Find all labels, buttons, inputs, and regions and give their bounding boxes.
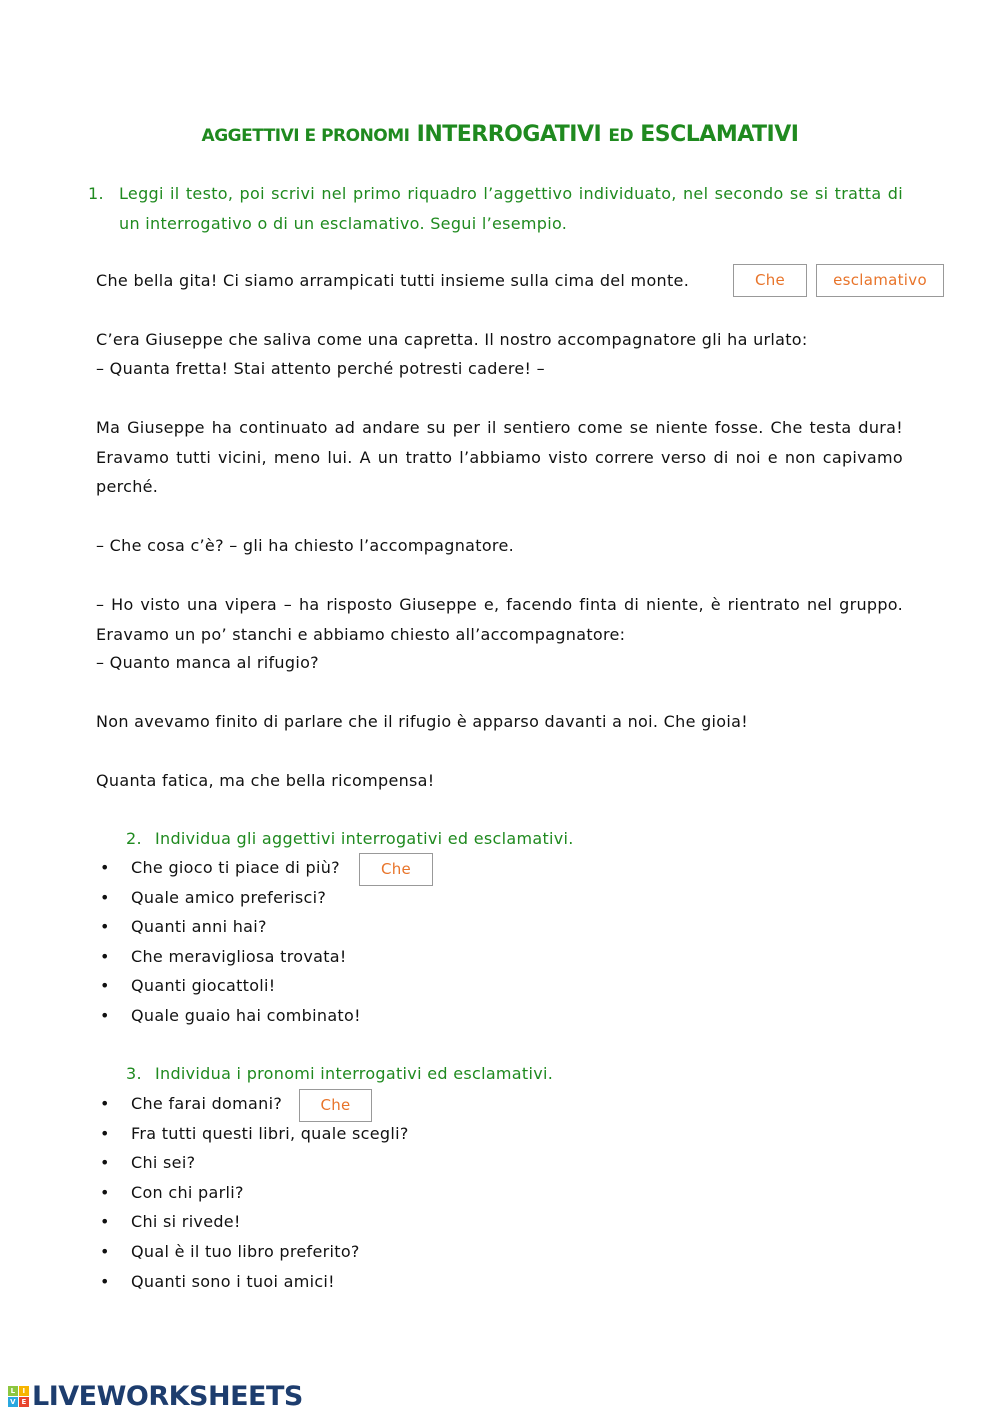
logo-block: E	[19, 1397, 29, 1407]
bullet-icon: •	[100, 1242, 110, 1261]
text-line: C’era Giuseppe che saliva come una capretta. Il nostro accompagnatore gli ha urlato:	[96, 330, 808, 349]
logo-block: L	[8, 1386, 18, 1396]
answer-box-adjective[interactable]: Che	[733, 264, 807, 297]
bullet-icon: •	[100, 1212, 110, 1232]
list-item: Con chi parli?	[131, 1182, 244, 1202]
bullet-icon: •	[100, 1006, 110, 1025]
bullet-icon: •	[100, 1182, 110, 1202]
logo-blocks-icon	[8, 1386, 29, 1407]
page-title	[0, 122, 1000, 147]
text-line: Quanta fatica, ma che bella ricompensa!	[96, 771, 435, 790]
title-part: INTERROGATIVI	[416, 122, 602, 147]
bullet-icon: •	[100, 946, 110, 966]
list-item: Quale amico preferisci?	[131, 887, 327, 907]
logo-text: LIVEWORKSHEETS	[32, 1381, 303, 1412]
list-item: Fra tutti questi libri, quale scegli?	[131, 1123, 409, 1143]
bullet-icon: •	[100, 887, 110, 907]
list-item: Quanti giocattoli!	[131, 976, 276, 996]
exercise3-answer-box[interactable]: Che	[299, 1089, 372, 1122]
list-item: Che farai domani?	[131, 1094, 283, 1113]
exercise2-answer-box[interactable]: Che	[359, 853, 433, 886]
list-item: Chi sei?	[131, 1153, 196, 1173]
list-item: Quanti anni hai?	[131, 917, 267, 937]
bullet-icon: •	[100, 1094, 110, 1113]
bullet-icon: •	[100, 1271, 110, 1291]
exercise1-number: 1.	[88, 184, 104, 203]
title-part: ED	[608, 126, 634, 146]
logo-block: I	[19, 1386, 29, 1396]
bullet-icon: •	[100, 976, 110, 996]
title-part: AGGETTIVI E PRONOMI	[201, 126, 410, 146]
exercise3-heading: Individua i pronomi interrogativi ed esclamativi.	[155, 1064, 554, 1083]
list-item: Chi si rivede!	[131, 1212, 241, 1232]
bullet-icon: •	[100, 917, 110, 937]
bullet-icon: •	[100, 858, 110, 877]
text-line: Che bella gita! Ci siamo arrampicati tutti insieme sulla cima del monte.	[96, 271, 690, 290]
text-line: – Che cosa c’è? – gli ha chiesto l’accompagnatore.	[96, 536, 514, 555]
text-line: – Quanta fretta! Stai attento perché potresti cadere! –	[96, 359, 545, 378]
paragraph: – Ho visto una vipera – ha risposto Giuseppe e, facendo finta di niente, è rientrato nel gruppo. Eravamo un po’ stanchi e abbiamo chiesto all’accompagnatore:	[96, 595, 903, 644]
bullet-icon: •	[100, 1123, 110, 1143]
answer-box-type[interactable]: esclamativo	[816, 264, 944, 297]
exercise2-heading: Individua gli aggettivi interrogativi ed esclamativi.	[155, 829, 574, 848]
text-line: – Quanto manca al rifugio?	[96, 653, 319, 672]
exercise2-number: 2.	[126, 829, 142, 848]
text-line: Non avevamo finito di parlare che il rifugio è apparso davanti a noi. Che gioia!	[96, 712, 748, 731]
title-part: ESCLAMATIVI	[640, 122, 799, 147]
list-item: Quale guaio hai combinato!	[131, 1006, 361, 1025]
list-item: Che meravigliosa trovata!	[131, 946, 347, 966]
liveworksheets-logo	[8, 1381, 303, 1412]
paragraph: Ma Giuseppe ha continuato ad andare su per il sentiero come se niente fosse. Che testa dura! Eravamo tutti vicini, meno lui. A un tratto l’abbiamo visto correre verso di noi e non capivamo perché.	[96, 418, 903, 496]
exercise3-number: 3.	[126, 1064, 142, 1083]
exercise1-instruction: Leggi il testo, poi scrivi nel primo riquadro l’aggettivo individuato, nel secondo se si tratta di un interrogativo o di un esclamativo. Segui l’esempio.	[119, 184, 903, 233]
list-item: Che gioco ti piace di più?	[131, 858, 340, 877]
bullet-icon: •	[100, 1153, 110, 1173]
list-item: Qual è il tuo libro preferito?	[131, 1242, 360, 1261]
logo-block: V	[8, 1397, 18, 1407]
list-item: Quanti sono i tuoi amici!	[131, 1271, 335, 1291]
